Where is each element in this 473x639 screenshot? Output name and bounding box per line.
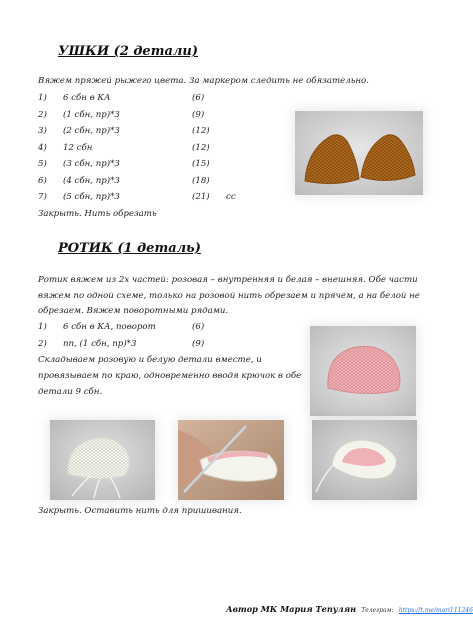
row-number: 1): [38, 93, 47, 103]
row-instruction: (1 сбн, пр)*3: [63, 110, 120, 120]
white-mouth-photo: [50, 420, 155, 500]
telegram-link[interactable]: https://t.me/mari111246: [398, 607, 473, 614]
row-instruction: (5 сбн, пр)*3: [63, 192, 120, 202]
author-footer: [226, 597, 473, 616]
ears-row: [38, 110, 258, 124]
mouth-intro-line: обрезаем. Вяжем поворотными рядами.: [38, 306, 229, 316]
row-instruction: (3 сбн, пр)*3: [63, 159, 120, 169]
row-count: (6): [192, 93, 205, 103]
ears-row: [38, 159, 258, 173]
row-count: (18): [192, 176, 210, 186]
row-number: 4): [38, 143, 47, 153]
row-number: 3): [38, 126, 47, 136]
row-count: (6): [192, 322, 205, 332]
ears-row: [38, 176, 258, 190]
row-note: сс: [226, 192, 236, 202]
row-instruction: 6 сбн в КА: [63, 93, 111, 103]
mouth-intro-line: вяжем по одной схеме, только на розовой нить обрезаем и прячем, а на белой не: [38, 291, 420, 301]
ears-row: [38, 143, 258, 157]
pink-mouth-image: [310, 326, 416, 416]
row-instruction: (2 сбн, пр)*3: [63, 126, 120, 136]
ears-intro: Вяжем пряжей рыжего цвета. За маркером следить не обязательно.: [38, 76, 369, 86]
row-count: (9): [192, 110, 205, 120]
ears-photo: [295, 111, 423, 195]
row-count: (21): [192, 192, 210, 202]
joined-mouth-photo: [312, 420, 417, 500]
row-number: 5): [38, 159, 47, 169]
joining-photo: [178, 420, 284, 500]
ears-heading: УШКИ (2 детали): [58, 44, 198, 59]
row-instruction: 12 сбн: [63, 143, 93, 153]
joining-pieces-image: [178, 420, 284, 500]
mouth-row: [38, 339, 258, 353]
ears-closing: Закрыть. Нить обрезать: [38, 209, 157, 219]
mouth-intro-line: Ротик вяжем из 2х частей: розовая – внутренняя и белая – внешняя. Обе части: [38, 275, 418, 285]
row-instruction: 6 сбн в КА, поворот: [63, 322, 156, 332]
mouth-closing: Закрыть. Оставить нить для пришивания.: [38, 506, 242, 516]
mouth-joining-line: детали 9 сбн.: [38, 387, 103, 397]
row-number: 7): [38, 192, 47, 202]
ears-row: [38, 93, 258, 107]
white-mouth-image: [50, 420, 155, 500]
row-number: 6): [38, 176, 47, 186]
row-instruction: пп, (1 сбн, пр)*3: [63, 339, 137, 349]
mouth-row: [38, 322, 258, 336]
row-number: 1): [38, 322, 47, 332]
crochet-ears-image: [295, 111, 423, 195]
author-name: Автор МК Мария Тепулян: [226, 604, 357, 614]
row-number: 2): [38, 339, 47, 349]
row-instruction: (4 сбн, пр)*3: [63, 176, 120, 186]
row-count: (12): [192, 126, 210, 136]
row-count: (15): [192, 159, 210, 169]
ears-row: [38, 126, 258, 140]
mouth-heading: РОТИК (1 деталь): [58, 241, 201, 256]
row-number: 2): [38, 110, 47, 120]
row-count: (12): [192, 143, 210, 153]
ears-row: [38, 192, 258, 206]
pink-mouth-photo: [310, 326, 416, 416]
mouth-joining-line: Складываем розовую и белую детали вместе, и: [38, 355, 262, 365]
mouth-joining-line: провязываем по краю, одновременно вводя крючок в обе: [38, 371, 302, 381]
joined-mouth-image: [312, 420, 417, 500]
row-count: (9): [192, 339, 205, 349]
telegram-label: Телеграм:: [361, 607, 394, 614]
